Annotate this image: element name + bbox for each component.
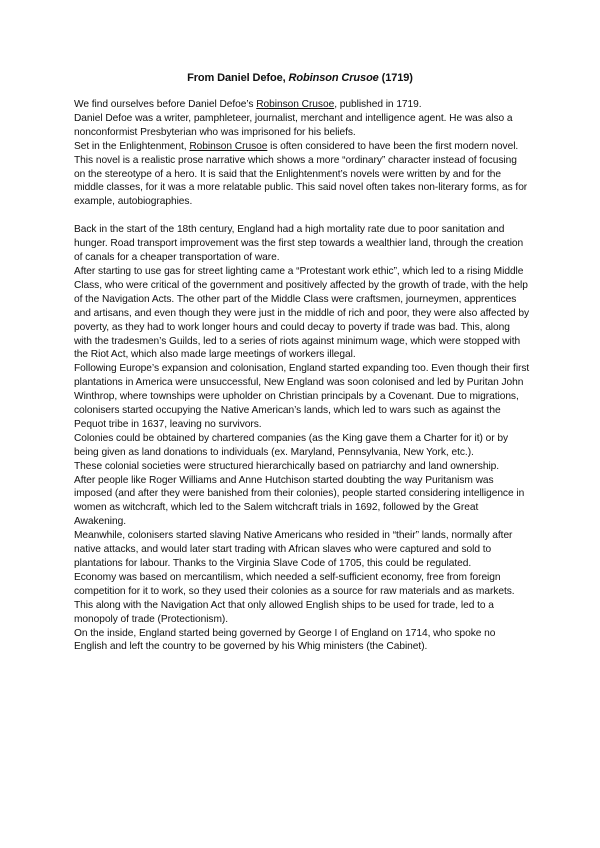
paragraph-charters: Colonies could be obtained by chartered companies (as the King gave them a Charter for it) or by being given as land donations to individuals (ex. Maryland, Pennsylvania, New York, etc.). [74, 432, 509, 458]
paragraph-mortality: Back in the start of the 18th century, England had a high mortality rate due to poor sanitation and hunger. Road transport improvement was the first step towards a wealthier land, through the creation of canals for a cheaper transportation of ware. [74, 224, 524, 264]
paragraph-enlightenment [74, 140, 530, 210]
novel-title-underlined: Robinson Crusoe [256, 99, 335, 110]
paragraph-intro [74, 98, 530, 112]
novel-title-underlined: Robinson Crusoe [189, 140, 268, 152]
paragraph-intro-text: We find ourselves before Daniel Defoe’s [74, 99, 257, 110]
paragraph-witchcraft: After people like Roger Williams and Anne Hutchison started doubting the way Puritanism was imposed (and after they were banished from their colonies), people started considering intelligence in women as witchcraft, which led to the Salem witchcraft trials in 1692, followed by the Great Awakening. [74, 474, 525, 528]
document-body [74, 98, 530, 654]
document-title [0, 72, 600, 84]
paragraph-colonisation: Following Europe’s expansion and colonisation, England started expanding too. Even though their first plantations in America were unsuccessful, New England was soon colonised and led by Puritan John Winthrop, where townships were upholder on Christian principals by a Covenant. Due to migrations, colonisers started occupying the Native American’s lands, which led to wars such as against the Pequot tribe in 1637, leaving no survivors. [74, 363, 530, 430]
paragraph-intro-text-end: , published in 1719. [334, 99, 422, 110]
title-prefix: From Daniel Defoe, [187, 72, 289, 84]
paragraph-george-i: On the inside, England started being governed by George I of England on 1714, who spoke no English and left the country to be governed by his Whig ministers (the Cabinet). [74, 627, 496, 653]
paragraph-enlightenment-text-end: is often considered to have been the first modern novel. This novel is a realistic prose narrative which shows a more “ordinary” character instead of focusing on the stereotype of a hero. It is said that the Enlightenment’s novels were written by and for the middle classes, for it was a more relatable public. This said novel often takes non-literary forms, as for example, autobiographies. [74, 140, 528, 208]
paragraph-gap [74, 209, 530, 223]
paragraph-hierarchy: These colonial societies were structured hierarchically based on patriarchy and land ownership. [74, 460, 500, 472]
paragraph-enlightenment-text: Set in the Enlightenment, [74, 140, 190, 152]
paragraph-slavery: Meanwhile, colonisers started slaving Native Americans who resided in “their” lands, normally after native attacks, and would later start trading with African slaves who were captured and sold to plantations for labour. Thanks to the Virginia Slave Code of 1705, this could be regulated. [74, 530, 513, 569]
paragraph-middle-class: After starting to use gas for street lighting came a “Protestant work ethic”, which led to a rising Middle Class, who were critical of the government and positively affected by the growth of trade, with the help of the Navigation Acts. The other part of the Middle Class were craftsmen, journeymen, apprentices and artisans, and even though they were just in the middle of rich and poor, they were also affected by poverty, as they had to work longer hours and could decay to poverty if trade was bad. This, along with the tradesmen’s Guilds, led to a series of riots against minimum wage, which were stopped with the Riot Act, which also made large meetings of workers illegal. [74, 265, 530, 361]
title-suffix: (1719) [378, 72, 413, 84]
paragraph-mercantilism: Economy was based on mercantilism, which needed a self-sufficient economy, free from foreign competition for it to work, so they used their colonies as a source for raw materials and as markets. This along with the Navigation Act that only allowed English ships to be used for trade, led to a monopoly of trade (Protectionism). [74, 571, 515, 625]
paragraph-author: Daniel Defoe was a writer, pamphleteer, journalist, merchant and intelligence agent. He was also a nonconformist Presbyterian who was imprisoned for his beliefs. [74, 112, 513, 138]
title-work: Robinson Crusoe [288, 72, 379, 84]
